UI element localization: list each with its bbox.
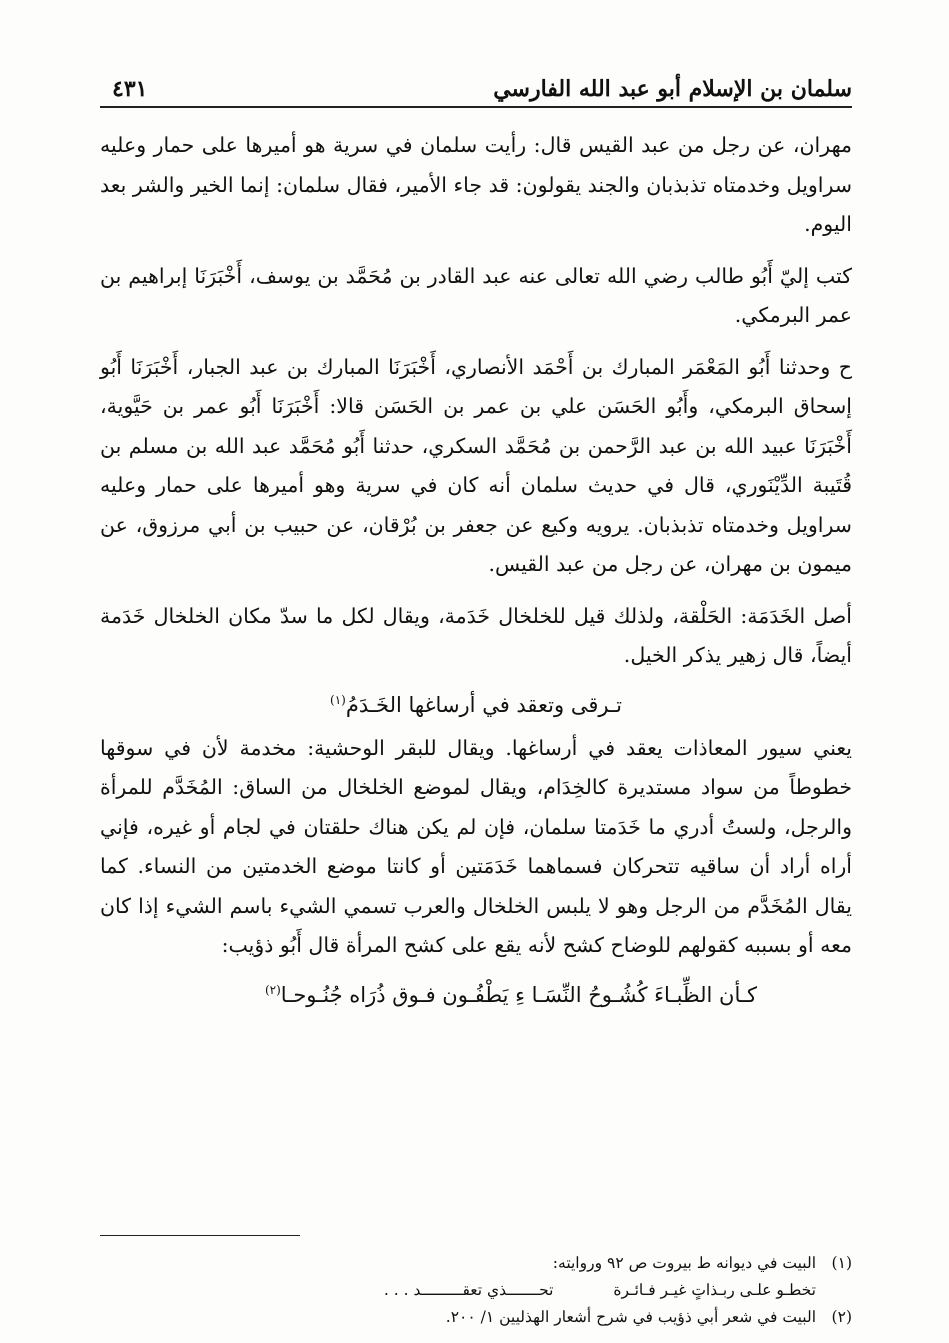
footnotes [100, 1250, 852, 1331]
footnote-1-text: البيت في ديوانه ط بيروت ص ٩٢ وروايته: [552, 1254, 816, 1272]
footnote-2-number: (٢) [831, 1308, 852, 1326]
paragraph-4: أصل الخَدَمَة: الحَلْقة، ولذلك قيل للخلخال خَدَمة، ويقال لكل ما سدّ مكان الخلخال خَدَمة أيضاً، قال زهير يذكر الخيل. [100, 603, 852, 667]
paragraph-2: كتب إليّ أَبُو طالب رضي الله تعالى عنه عبد القادر بن مُحَمَّد بن يوسف، أَخْبَرَنَا إبراهيم بن عمر البرمكي. [100, 263, 852, 327]
paragraph-3: ح وحدثنا أَبُو المَعْمَر المبارك بن أَحْمَد الأنصاري، أَخْبَرَنَا المبارك بن عبد الجبار، أَخْبَرَنَا أَبُو إسحاق البرمكي، وأَبُو الحَسَن علي بن عمر بن الحَسَن قالا: أَخْبَرَنَا أَبُو عمر بن حَيَّوية، أَخْبَرَنَا عبيد الله بن عبد الرَّحمن بن مُحَمَّد السكري، حدثنا أَبُو مُحَمَّد عبد الله بن مسلم بن قُتَيبة الدِّيْنَوري، قال في حديث سلمان أنه كان في سرية وهو أميرها على حمار وعليه سراويل وخدمتاه تذبذبان. يرويه وكيع عن جعفر بن بُرْقان، عن حبيب بن أبي مرزوق، عن ميمون بن مهران، عن رجل من عبد القيس. [100, 354, 852, 576]
running-head [100, 68, 852, 102]
footnote-ref-2: (٢) [264, 982, 281, 997]
verse-zuhair-text: تـرقى وتعقد في أرساغها الخَـدَمُ [345, 692, 622, 717]
footnote-ref-1: (١) [330, 692, 346, 707]
footnote-rule [100, 1235, 300, 1236]
header-rule [100, 106, 852, 108]
footnote-verse-b: تحـــــــذي تعقـــــــــد . . . [383, 1281, 554, 1299]
footnote-verse-a: تخطـو علـى ربـذاتٍ غيـر فـائـرة [613, 1281, 816, 1299]
paragraph-1: مهران، عن رجل من عبد القيس قال: رأيت سلمان في سرية هو أميرها على حمار وعليه سراويل وخدمتاه تذبذبان والجند يقولون: قد جاء الأمير، فقال سلمان: إنما الخير والشر بعد اليوم. [100, 133, 852, 236]
footnote-1-number: (١) [831, 1254, 852, 1272]
page-number: ٤٣١ [112, 76, 148, 102]
footnote-2-text: البيت في شعر أبي ذؤيب في شرح أشعار الهذليين ١/ ٢٠٠. [445, 1308, 816, 1326]
footnote-2 [100, 1304, 852, 1331]
footnote-1-verse [100, 1277, 816, 1304]
verse-first-hemistich: كـأن الظِّبـاءَ كُشُـوحُ النِّسَـا [531, 982, 758, 1007]
main-text [100, 126, 852, 1019]
paragraph-5: يعني سيور المعاذات يعقد في أرساغها. ويقال للبقر الوحشية: مخدمة لأن في سوقها خطوطاً من سواد مستديرة كالخِدَام، ويقال لموضع الخلخال من الساق: المُخَدَّم للمرأة والرجل، ولستُ أدري ما خَدَمتا سلمان، فإن لم يكن هناك حلقتان في لجام أو غيره، فإني أراه أراد أن ساقيه تتحركان فسماهما خَدَمَتين أو كانتا موضع الخدمتين من النساء. كما يقال المُخَدَّم من الرجل وهو لا يلبس الخلخال والعرب تسمي الشيء باسم الشيء إذا كان معه أو بسببه كقولهم للوضاح كشح لأنه يقع على كشح المرأة قال أَبُو ذؤيب: [100, 735, 852, 957]
running-title: سلمان بن الإسلام أبو عبد الله الفارسي [493, 76, 852, 102]
book-page [100, 60, 852, 1326]
verse-zuhair [100, 678, 852, 727]
verse-abu-dhuayb [100, 968, 852, 1017]
footnote-1 [100, 1250, 852, 1277]
verse-second-hemistich-text: ءِ يَطْفُـون فـوق ذُرَاه جُنُـوحـا [280, 982, 525, 1007]
verse-second-hemistich [265, 968, 525, 1017]
